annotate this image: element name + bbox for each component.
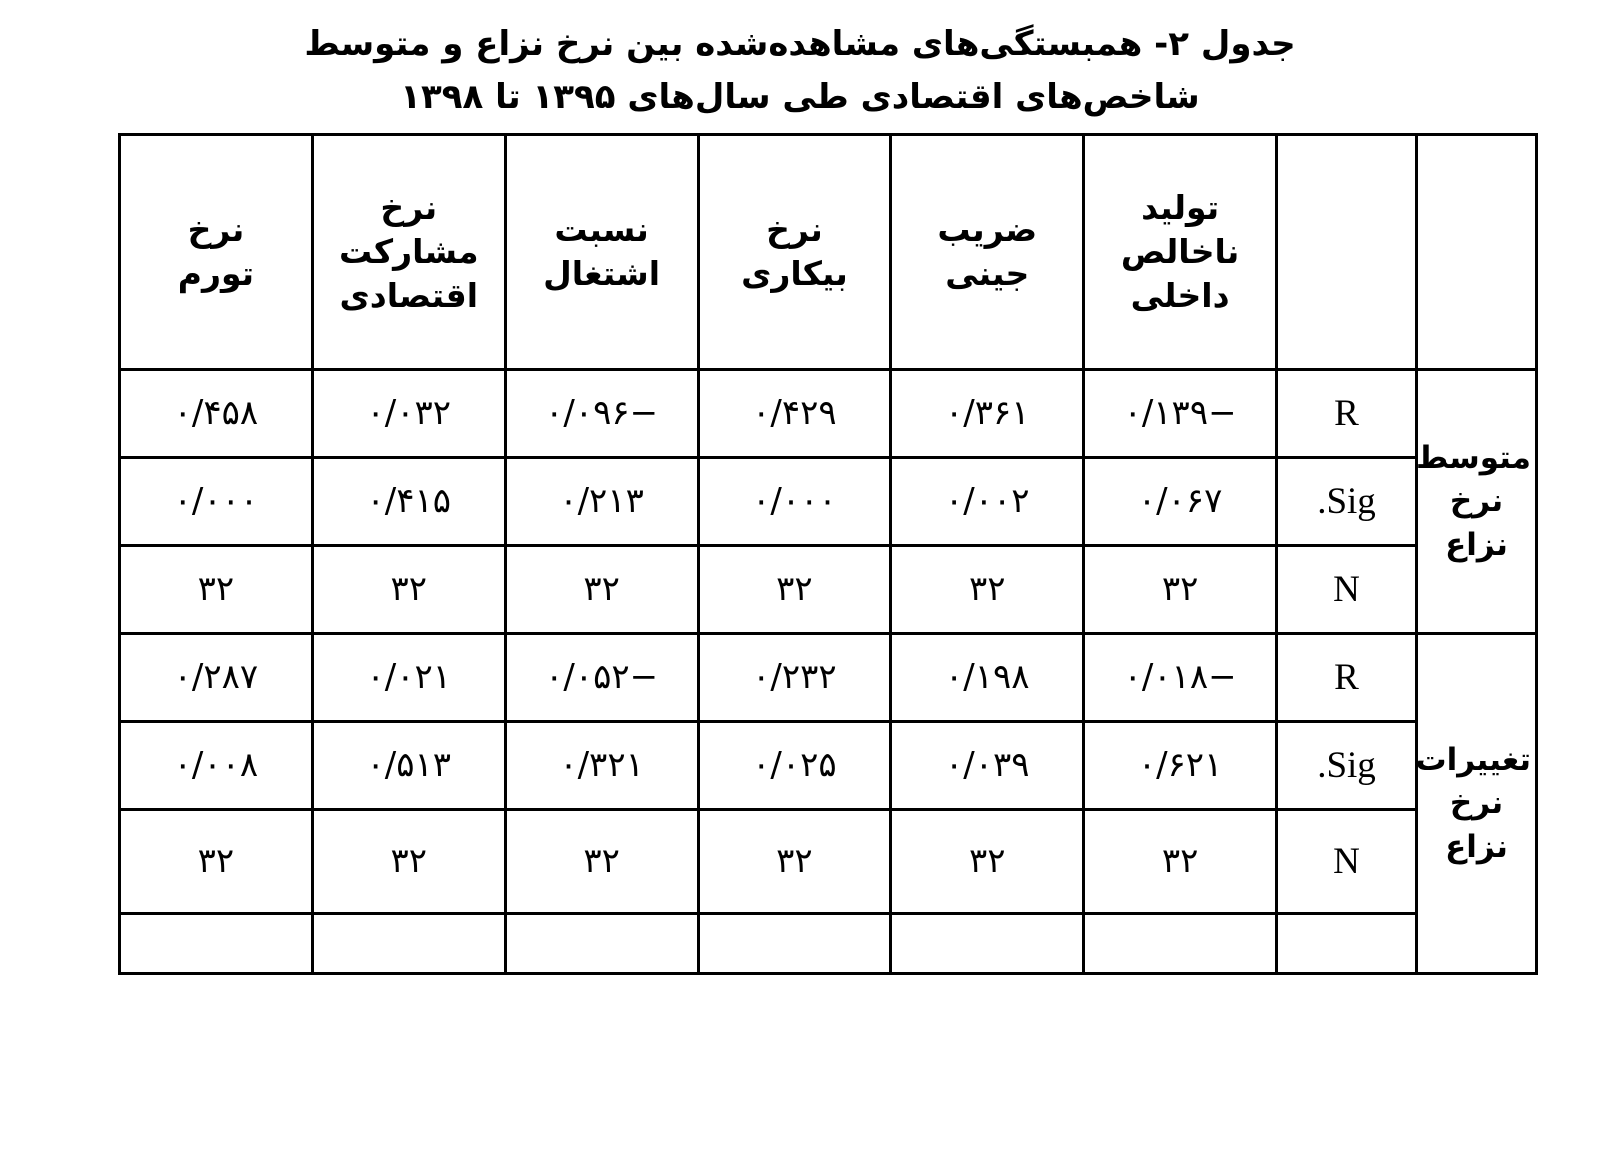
- stat-label-r: R: [1277, 370, 1417, 458]
- header-col-participation-line-3: اقتصادی: [339, 276, 479, 316]
- row-group-label-dispute-rate-changes-line-1: تغییرات: [1415, 741, 1531, 778]
- cell-chg-sig-gini: ۰/۰۳۹: [891, 722, 1084, 810]
- stat-label-n: N: [1277, 546, 1417, 634]
- cell-avg-sig-participation: ۰/۴۱۵: [312, 458, 505, 546]
- header-col-participation-line-2: مشارکت: [339, 232, 479, 272]
- cell-chg-r-unemployment: ۰/۲۳۲: [698, 634, 891, 722]
- cell-avg-r-inflation: ۰/۴۵۸: [120, 370, 313, 458]
- table-row: [120, 810, 1537, 914]
- cell-avg-r-employment-ratio: −۰/۰۹۶: [505, 370, 698, 458]
- table-caption-line-1: جدول ۲- همبستگی‌های مشاهده‌شده بین نرخ نزاع و متوسط: [304, 24, 1296, 64]
- correlations-table: [118, 133, 1538, 975]
- header-col-inflation-line-2: تورم: [177, 254, 255, 294]
- header-col-gdp-line-1: تولید: [1141, 188, 1220, 228]
- cell-avg-n-employment-ratio: ۳۲: [505, 546, 698, 634]
- row-group-label-dispute-rate-changes-line-2: نرخ نزاع: [1445, 785, 1508, 865]
- filler-cell-stat: [1277, 914, 1417, 974]
- stat-label-sig-2: Sig.: [1277, 722, 1417, 810]
- row-group-label-avg-dispute-rate: [1417, 370, 1537, 634]
- cell-avg-sig-unemployment: ۰/۰۰۰: [698, 458, 891, 546]
- header-col-gdp-line-3: داخلی: [1130, 276, 1230, 316]
- table-body: [120, 370, 1537, 974]
- table-row: [120, 370, 1537, 458]
- cell-avg-n-participation: ۳۲: [312, 546, 505, 634]
- header-col-employment-ratio-line-2: اشتغال: [543, 254, 661, 294]
- cell-chg-sig-gdp: ۰/۶۲۱: [1084, 722, 1277, 810]
- filler-cell-participation: [312, 914, 505, 974]
- cell-chg-n-gini: ۳۲: [891, 810, 1084, 914]
- header-col-gini-line-2: جینی: [945, 254, 1030, 294]
- header-col-inflation: [120, 135, 313, 370]
- filler-cell-gdp: [1084, 914, 1277, 974]
- cell-chg-sig-inflation: ۰/۰۰۸: [120, 722, 313, 810]
- cell-avg-n-gini: ۳۲: [891, 546, 1084, 634]
- table-row-filler: [120, 914, 1537, 974]
- cell-chg-n-gdp: ۳۲: [1084, 810, 1277, 914]
- cell-chg-n-inflation: ۳۲: [120, 810, 313, 914]
- table-row: [120, 722, 1537, 810]
- header-col-employment-ratio: [505, 135, 698, 370]
- cell-avg-r-unemployment: ۰/۴۲۹: [698, 370, 891, 458]
- header-col-gini: [891, 135, 1084, 370]
- stat-label-sig: Sig.: [1277, 458, 1417, 546]
- header-row: [120, 135, 1537, 370]
- row-group-label-avg-dispute-rate-line-1: متوسط: [1416, 439, 1531, 476]
- cell-chg-r-participation: ۰/۰۲۱: [312, 634, 505, 722]
- cell-avg-sig-employment-ratio: ۰/۲۱۳: [505, 458, 698, 546]
- header-col-unemployment-line-1: نرخ: [766, 210, 823, 250]
- header-corner-cell: [1417, 135, 1537, 370]
- row-group-label-avg-dispute-rate-line-2: نرخ نزاع: [1445, 483, 1508, 563]
- table-row: [120, 458, 1537, 546]
- cell-chg-n-unemployment: ۳۲: [698, 810, 891, 914]
- stat-label-r-2: R: [1277, 634, 1417, 722]
- header-col-unemployment: [698, 135, 891, 370]
- cell-avg-n-gdp: ۳۲: [1084, 546, 1277, 634]
- table-row: [120, 546, 1537, 634]
- cell-avg-r-participation: ۰/۰۳۲: [312, 370, 505, 458]
- header-col-inflation-line-1: نرخ: [187, 210, 245, 250]
- cell-avg-r-gini: ۰/۳۶۱: [891, 370, 1084, 458]
- header-col-employment-ratio-line-1: نسبت: [554, 210, 649, 250]
- cell-chg-r-gdp: −۰/۰۱۸: [1084, 634, 1277, 722]
- header-col-unemployment-line-2: بیکاری: [741, 254, 848, 294]
- cell-avg-sig-gdp: ۰/۰۶۷: [1084, 458, 1277, 546]
- cell-chg-r-inflation: ۰/۲۸۷: [120, 634, 313, 722]
- header-col-participation: [312, 135, 505, 370]
- cell-chg-sig-employment-ratio: ۰/۳۲۱: [505, 722, 698, 810]
- cell-chg-n-participation: ۳۲: [312, 810, 505, 914]
- cell-avg-n-inflation: ۳۲: [120, 546, 313, 634]
- header-col-gdp-line-2: ناخالص: [1120, 232, 1240, 272]
- cell-chg-n-employment-ratio: ۳۲: [505, 810, 698, 914]
- cell-avg-sig-inflation: ۰/۰۰۰: [120, 458, 313, 546]
- cell-avg-sig-gini: ۰/۰۰۲: [891, 458, 1084, 546]
- header-col-gini-line-1: ضریب: [937, 210, 1038, 250]
- row-group-label-dispute-rate-changes: [1417, 634, 1537, 974]
- cell-chg-r-gini: ۰/۱۹۸: [891, 634, 1084, 722]
- cell-chg-sig-unemployment: ۰/۰۲۵: [698, 722, 891, 810]
- cell-avg-n-unemployment: ۳۲: [698, 546, 891, 634]
- header-stat-cell: [1277, 135, 1417, 370]
- header-col-gdp: [1084, 135, 1277, 370]
- filler-cell-unemployment: [698, 914, 891, 974]
- header-col-participation-line-1: نرخ: [380, 188, 438, 228]
- table-caption: [0, 0, 1600, 133]
- stat-label-n-2: N: [1277, 810, 1417, 914]
- table-caption-line-2: شاخص‌های اقتصادی طی سال‌های ۱۳۹۵ تا ۱۳۹۸: [400, 76, 1200, 117]
- cell-chg-sig-participation: ۰/۵۱۳: [312, 722, 505, 810]
- cell-avg-r-gdp: −۰/۱۳۹: [1084, 370, 1277, 458]
- table-container: [0, 133, 1600, 975]
- table-head: [120, 135, 1537, 370]
- table-row: [120, 634, 1537, 722]
- filler-cell-gini: [891, 914, 1084, 974]
- filler-cell-inflation: [120, 914, 313, 974]
- cell-chg-r-employment-ratio: −۰/۰۵۲: [505, 634, 698, 722]
- filler-cell-employment-ratio: [505, 914, 698, 974]
